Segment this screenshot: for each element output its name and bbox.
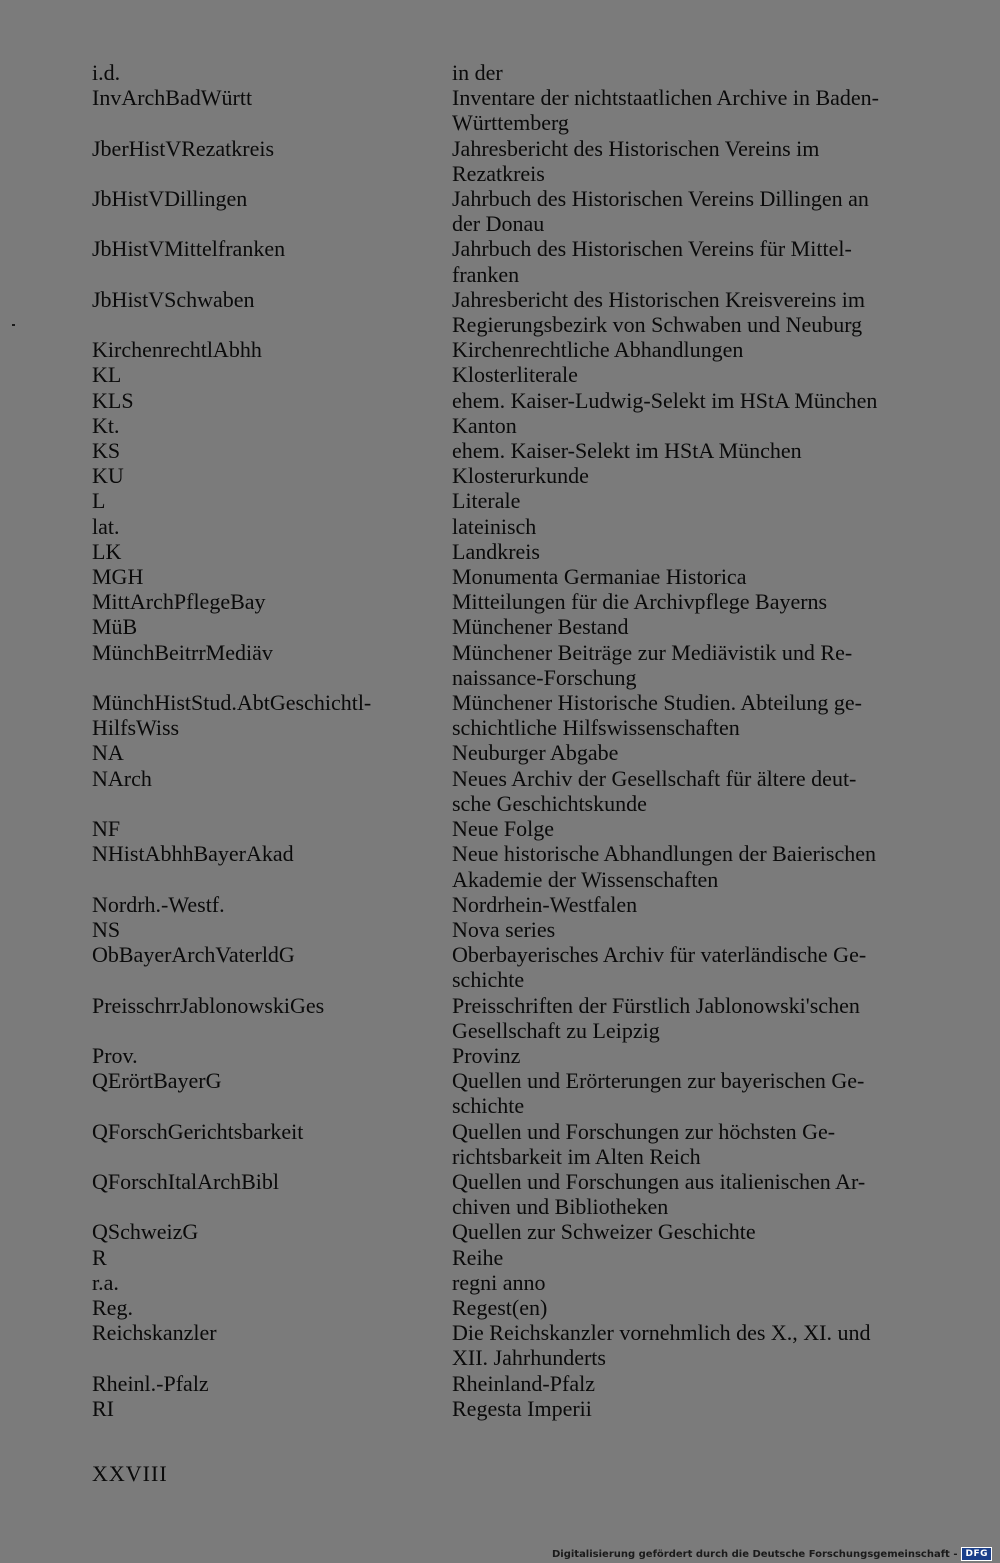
abbreviation-term: NS	[92, 916, 121, 942]
abbreviation-term: KU	[92, 463, 124, 489]
abbreviation-term: JbHistVMittelfranken	[92, 236, 286, 262]
abbreviation-term: KirchenrechtlAbhh	[92, 337, 262, 363]
abbreviation-expansion: Jahrbuch des Historischen Vereins Dillingen an der Donau	[452, 186, 869, 237]
abbreviation-expansion: Münchener Bestand	[452, 614, 629, 640]
abbreviation-term: NHistAbhhBayerAkad	[92, 841, 294, 867]
abbreviation-entry	[92, 816, 952, 841]
abbreviation-entry	[92, 993, 952, 1043]
abbreviation-term: MittArchPflegeBay	[92, 589, 266, 615]
abbreviation-term: QErörtBayerG	[92, 1068, 222, 1094]
abbreviation-expansion: Quellen und Erörterungen zur bayerischen Ge- schichte	[452, 1068, 865, 1119]
abbreviation-expansion: Reihe	[452, 1244, 504, 1270]
dfg-logo: DFG	[961, 1547, 992, 1561]
abbreviation-expansion: Neue historische Abhandlungen der Baierischen Akademie der Wissenschaften	[452, 841, 876, 892]
abbreviation-expansion: Provinz	[452, 1042, 521, 1068]
abbreviation-entry	[92, 362, 952, 387]
abbreviation-entry	[92, 1068, 952, 1118]
credit-text: Digitalisierung gefördert durch die Deutsche Forschungsgemeinschaft -	[551, 1548, 958, 1560]
abbreviation-term: Reg.	[92, 1294, 133, 1320]
abbreviation-entry	[92, 1169, 952, 1219]
abbreviation-term: LK	[92, 538, 122, 564]
abbreviation-entry	[92, 740, 952, 765]
abbreviation-entry	[92, 388, 952, 413]
abbreviation-expansion: ehem. Kaiser-Selekt im HStA München	[452, 438, 802, 464]
abbreviation-term: InvArchBadWürtt	[92, 85, 253, 111]
abbreviation-expansion: Jahrbuch des Historischen Vereins für Mittel- franken	[452, 236, 852, 287]
abbreviation-entry	[92, 942, 952, 992]
abbreviation-entry	[92, 1320, 952, 1370]
abbreviation-expansion: Regest(en)	[452, 1294, 548, 1320]
abbreviation-term: NF	[92, 816, 121, 842]
abbreviation-entry	[92, 1245, 952, 1270]
abbreviation-expansion: Quellen und Forschungen zur höchsten Ge- richtsbarkeit im Alten Reich	[452, 1118, 836, 1169]
abbreviation-term: Prov.	[92, 1042, 138, 1068]
abbreviation-entry	[92, 413, 952, 438]
abbreviation-entry	[92, 1043, 952, 1068]
abbreviation-term: lat.	[92, 513, 120, 539]
abbreviation-entry	[92, 766, 952, 816]
abbreviation-term: JbHistVSchwaben	[92, 286, 255, 312]
abbreviation-term: r.a.	[92, 1269, 119, 1295]
abbreviation-expansion: Inventare der nichtstaatlichen Archive in Baden- Württemberg	[452, 85, 879, 136]
abbreviation-expansion: Regesta Imperii	[452, 1395, 592, 1421]
abbreviation-entry	[92, 564, 952, 589]
abbreviation-expansion: Münchener Historische Studien. Abteilung ge- schichtliche Hilfswissenschaften	[452, 690, 862, 741]
abbreviation-entry	[92, 892, 952, 917]
abbreviation-entry	[92, 85, 952, 135]
abbreviation-entry	[92, 539, 952, 564]
abbreviation-entry	[92, 287, 952, 337]
abbreviation-entry	[92, 514, 952, 539]
abbreviation-expansion: Jahresbericht des Historischen Kreisvereins im Regierungsbezirk von Schwaben und Neuburg	[452, 286, 865, 338]
abbreviation-entry	[92, 236, 952, 286]
abbreviation-entry	[92, 614, 952, 639]
abbreviation-expansion: ehem. Kaiser-Ludwig-Selekt im HStA München	[452, 387, 878, 413]
abbreviation-expansion: Jahresbericht des Historischen Vereins im Rezatkreis	[452, 135, 820, 186]
abbreviation-term: RI	[92, 1395, 114, 1421]
digitization-credit	[552, 1547, 992, 1561]
abbreviation-term: KS	[92, 438, 121, 464]
abbreviation-term: QSchweizG	[92, 1219, 199, 1245]
abbreviation-term: MüB	[92, 614, 138, 640]
abbreviation-expansion: Mitteilungen für die Archivpflege Bayerns	[452, 589, 828, 615]
abbreviation-term: NArch	[92, 765, 152, 791]
abbreviation-term: KLS	[92, 387, 134, 413]
abbreviation-entry	[92, 438, 952, 463]
abbreviation-term: Rheinl.-Pfalz	[92, 1370, 209, 1396]
abbreviation-expansion: Oberbayerisches Archiv für vaterländische Ge- schichte	[452, 942, 867, 993]
abbreviation-expansion: Preisschriften der Fürstlich Jablonowski'schen Gesellschaft zu Leipzig	[452, 992, 860, 1043]
abbreviation-term: ObBayerArchVaterldG	[92, 942, 295, 968]
abbreviation-term: MünchHistStud.AbtGeschichtl- HilfsWiss	[92, 690, 372, 741]
abbreviation-expansion: Literale	[452, 488, 521, 514]
abbreviation-entry	[92, 1119, 952, 1169]
abbreviation-term: Nordrh.-Westf.	[92, 891, 225, 917]
abbreviation-entry	[92, 640, 952, 690]
abbreviation-entry	[92, 136, 952, 186]
abbreviation-expansion: Quellen zur Schweizer Geschichte	[452, 1219, 756, 1245]
abbreviation-expansion: lateinisch	[452, 513, 537, 539]
abbreviation-term: i.d.	[92, 60, 121, 85]
scan-speck	[12, 324, 15, 326]
abbreviation-entry	[92, 463, 952, 488]
abbreviation-expansion: Klosterliterale	[452, 362, 578, 388]
abbreviation-term: KL	[92, 362, 122, 388]
abbreviation-expansion: Monumenta Germaniae Historica	[452, 564, 747, 590]
abbreviation-term: QForschItalArchBibl	[92, 1168, 279, 1194]
abbreviation-expansion: Kirchenrechtliche Abhandlungen	[452, 337, 744, 363]
abbreviation-expansion: in der	[452, 60, 503, 85]
abbreviation-entry	[92, 1396, 952, 1421]
abbreviation-term: NA	[92, 740, 124, 766]
abbreviation-entry	[92, 917, 952, 942]
abbreviation-expansion: Münchener Beiträge zur Mediävistik und Re- naissance-Forschung	[452, 639, 853, 690]
abbreviation-entry	[92, 337, 952, 362]
abbreviation-expansion: Landkreis	[452, 538, 540, 564]
abbreviation-entry	[92, 488, 952, 513]
abbreviation-expansion: Neues Archiv der Gesellschaft für ältere deut- sche Geschichtskunde	[452, 765, 857, 816]
abbreviation-expansion: Kanton	[452, 412, 517, 438]
abbreviation-term: MünchBeitrrMediäv	[92, 639, 273, 665]
abbreviation-term: QForschGerichtsbarkeit	[92, 1118, 304, 1144]
abbreviation-expansion: Quellen und Forschungen aus italienischen Ar- chiven und Bibliotheken	[452, 1168, 866, 1220]
abbreviation-term: R	[92, 1244, 107, 1270]
abbreviation-entry	[92, 841, 952, 891]
abbreviation-term: JberHistVRezatkreis	[92, 135, 275, 161]
abbreviation-expansion: Nordrhein-Westfalen	[452, 891, 638, 917]
abbreviation-term: JbHistVDillingen	[92, 186, 248, 212]
abbreviation-list	[92, 60, 952, 1421]
abbreviation-entry	[92, 1295, 952, 1320]
page-number: XXVIII	[92, 1461, 168, 1486]
abbreviation-entry	[92, 690, 952, 740]
abbreviation-entry	[92, 1219, 952, 1244]
abbreviation-expansion: Nova series	[452, 916, 556, 942]
abbreviation-term: Reichskanzler	[92, 1320, 217, 1346]
abbreviation-expansion: Rheinland-Pfalz	[452, 1370, 595, 1396]
abbreviation-expansion: Klosterurkunde	[452, 463, 589, 489]
abbreviation-expansion: regni anno	[452, 1269, 546, 1295]
abbreviation-term: PreisschrrJablonowskiGes	[92, 992, 325, 1018]
abbreviation-entry	[92, 60, 952, 85]
abbreviation-term: MGH	[92, 564, 144, 590]
abbreviation-entry	[92, 186, 952, 236]
abbreviation-term: Kt.	[92, 412, 120, 438]
abbreviation-entry	[92, 1371, 952, 1396]
abbreviation-expansion: Neue Folge	[452, 816, 555, 842]
abbreviation-entry	[92, 1270, 952, 1295]
abbreviation-expansion: Neuburger Abgabe	[452, 740, 619, 766]
abbreviation-expansion: Die Reichskanzler vornehmlich des X., XI. und XII. Jahrhunderts	[452, 1320, 871, 1371]
abbreviation-entry	[92, 589, 952, 614]
abbreviation-term: L	[92, 488, 106, 514]
